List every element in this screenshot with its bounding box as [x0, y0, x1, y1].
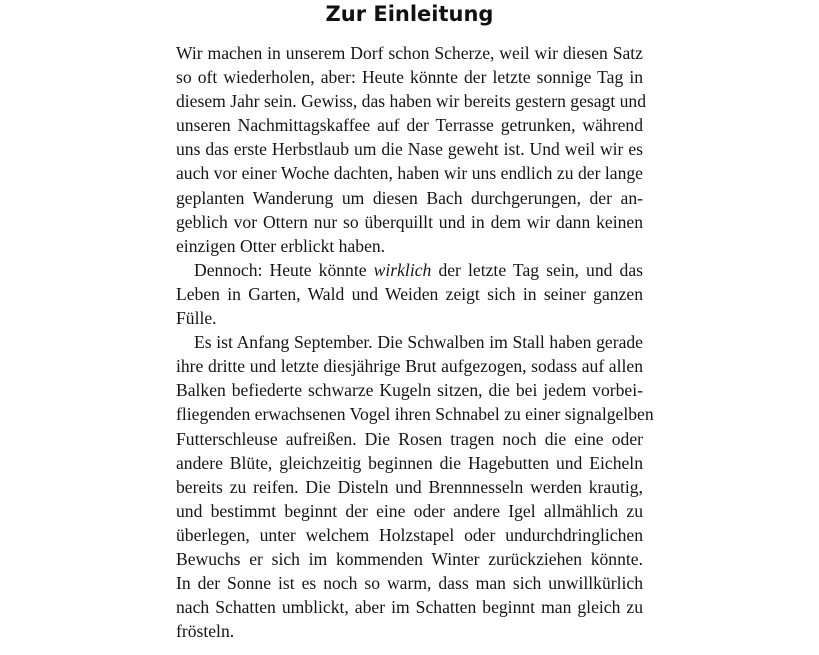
text-line: frösteln.: [176, 621, 235, 642]
paragraph-1: [176, 41, 647, 258]
text-line: geblich vor Ottern nur so überquillt und in dem wir dann keinen: [176, 211, 643, 232]
paragraph-2: [176, 258, 643, 330]
text-line: fliegenden erwachsenen Vogel ihren Schnabel zu einer signalgelben: [176, 404, 654, 425]
text-line: so oft wiederholen, aber: Heute könnte der letzte sonnige Tag in: [176, 67, 643, 88]
text-line: Leben in Garten, Wald und Weiden zeigt sich in seiner ganzen: [176, 283, 643, 304]
text-line: Futterschleuse aufreißen. Die Rosen tragen noch die eine oder: [176, 428, 643, 449]
text-line: überlegen, unter welchem Holzstapel oder undurchdringlichen: [176, 524, 643, 545]
text-line: geplanten Wanderung um diesen Bach durchgerungen, der an-: [176, 187, 643, 208]
text-run: Dennoch: Heute könnte: [194, 259, 374, 280]
body-text: [176, 41, 654, 643]
text-line: einzigen Otter erblickt haben.: [176, 235, 386, 256]
text-line: Fülle.: [176, 308, 217, 329]
text-line: andere Blüte, gleichzeitig beginnen die Hagebutten und Eicheln: [176, 452, 643, 473]
text-line: nach Schatten umblickt, aber im Schatten beginnt man gleich zu: [176, 597, 643, 618]
text-line: [176, 258, 643, 282]
text-line: Balken befiederte schwarze Kugeln sitzen, die bei jedem vorbei-: [176, 380, 643, 401]
text-run: der letzte Tag sein, und das: [431, 259, 643, 280]
emphasis-text: wirklich: [373, 259, 432, 280]
text-line: ihre dritte und letzte diesjährige Brut aufgezogen, sodass auf allen: [176, 356, 643, 377]
text-line: Bewuchs er sich im kommenden Winter zurückziehen könnte.: [176, 548, 643, 569]
text-line: Es ist Anfang September. Die Schwalben im Stall haben gerade: [194, 332, 643, 353]
text-line: Wir machen in unserem Dorf schon Scherze, weil wir diesen Satz: [176, 43, 643, 63]
text-line: diesem Jahr sein. Gewiss, das haben wir bereits gestern gesagt und: [176, 91, 647, 112]
paragraph-3: [176, 330, 654, 643]
chapter-title: Zur Einleitung: [325, 2, 494, 26]
text-line: unseren Nachmittagskaffee auf der Terrasse getrunken, während: [176, 115, 643, 136]
text-line: und bestimmt beginnt der eine oder andere Igel allmählich zu: [176, 500, 643, 521]
text-line: In der Sonne ist es noch so warm, dass man sich unwillkürlich: [176, 573, 643, 594]
text-line: auch vor einer Woche dachten, haben wir uns endlich zu der lange: [176, 163, 643, 184]
text-line: bereits zu reifen. Die Disteln und Brennnesseln werden krautig,: [176, 476, 643, 497]
text-line: uns das erste Herbstlaub um die Nase geweht ist. Und weil wir es: [176, 139, 643, 160]
